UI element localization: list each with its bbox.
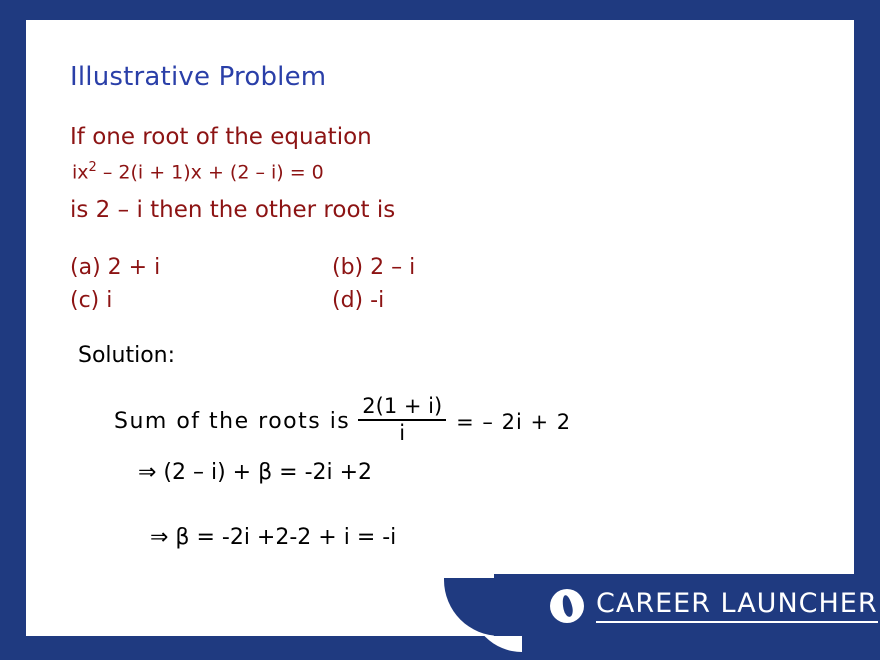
fraction-denominator: i xyxy=(399,420,406,445)
solution-sum-line xyxy=(114,394,572,447)
equation-rest: – 2(i + 1)x + (2 – i) = 0 xyxy=(96,161,324,184)
option-c-text: i xyxy=(106,288,113,313)
question-equation xyxy=(72,160,324,183)
option-b-text: 2 – i xyxy=(370,255,416,280)
equation-exponent: 2 xyxy=(88,160,97,175)
option-a[interactable] xyxy=(70,255,160,280)
option-a-key: (a) xyxy=(70,255,101,280)
brand-name: CAREER LAUNCHER xyxy=(596,588,878,623)
fraction-numerator: 2(1 + i) xyxy=(362,394,443,418)
career-launcher-logo-icon xyxy=(550,589,584,623)
solution-step-1: ⇒ (2 – i) + β = -2i +2 xyxy=(138,460,373,485)
option-b-key: (b) xyxy=(332,255,364,280)
fraction-result: = – 2i + 2 xyxy=(456,409,572,434)
option-d-text: -i xyxy=(370,288,385,313)
fraction xyxy=(358,395,446,445)
solution-step-2: ⇒ β = -2i +2-2 + i = -i xyxy=(150,525,397,550)
option-c-key: (c) xyxy=(70,288,100,313)
slide-card xyxy=(26,20,854,636)
option-d[interactable] xyxy=(332,288,384,313)
solution-label: Solution: xyxy=(78,343,176,368)
equation-prefix: ix xyxy=(72,161,89,184)
option-b[interactable] xyxy=(332,255,415,280)
option-c[interactable] xyxy=(70,288,112,313)
option-a-text: 2 + i xyxy=(107,255,161,280)
page-title: Illustrative Problem xyxy=(70,62,327,92)
sum-of-roots-text: Sum of the roots is xyxy=(114,409,351,435)
brand-logo xyxy=(550,588,878,623)
question-line-2: is 2 – i then the other root is xyxy=(70,197,396,223)
option-d-key: (d) xyxy=(332,288,364,313)
question-line-1: If one root of the equation xyxy=(70,124,372,150)
